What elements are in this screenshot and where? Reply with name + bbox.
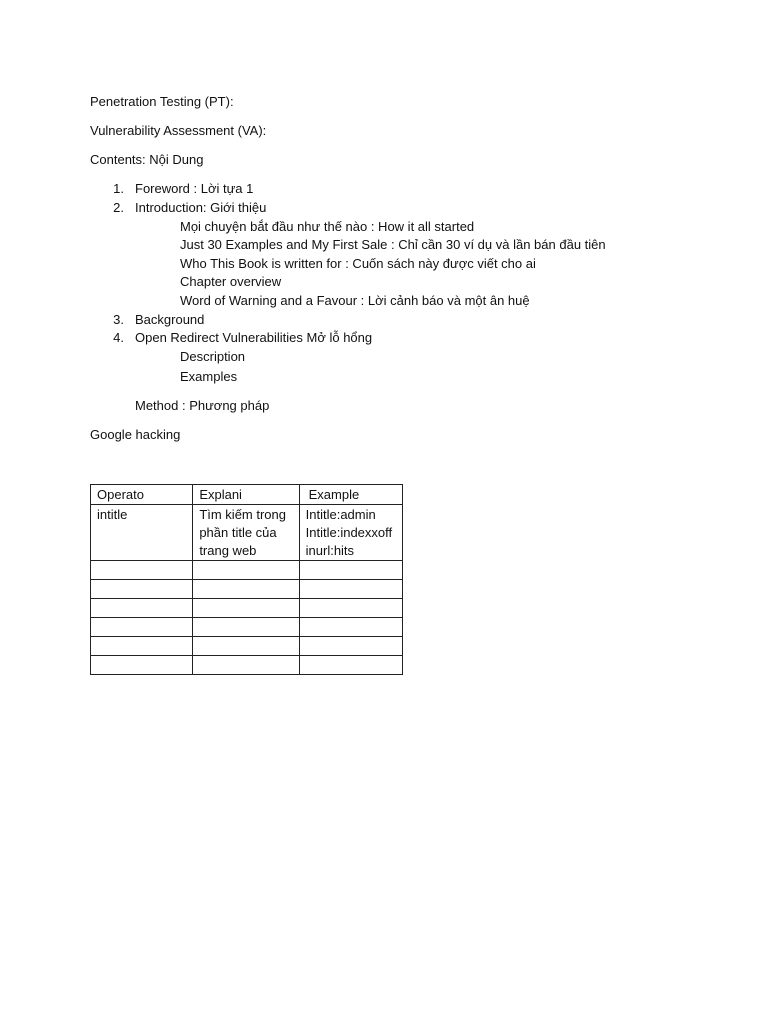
method-label: Method : Phương pháp <box>135 398 270 413</box>
sub-item: Mọi chuyện bắt đầu như thế nào : How it all started <box>180 219 475 234</box>
table-cell <box>299 656 402 675</box>
table-row-empty <box>91 618 403 637</box>
table-cell <box>193 618 299 637</box>
google-hacking-heading: Google hacking <box>90 427 181 442</box>
cell-line: Intitle:indexxoff <box>305 525 393 540</box>
table-header-text: Example <box>308 487 360 502</box>
sub-item: Chapter overview <box>180 274 282 289</box>
table-cell <box>91 599 193 618</box>
table-row <box>91 505 403 561</box>
list-number: 2. <box>113 200 124 215</box>
table-row-empty <box>91 561 403 580</box>
table-row-empty <box>91 580 403 599</box>
list-number: 1. <box>113 181 124 196</box>
table-cell <box>299 505 402 561</box>
table-cell <box>91 637 193 656</box>
sub-item: Just 30 Examples and My First Sale : Chỉ cần 30 ví dụ và lần bán đầu tiên <box>180 237 606 252</box>
table-row-empty <box>91 656 403 675</box>
list-item-foreword: Foreword : Lời tựa 1 <box>135 181 254 196</box>
table-cell <box>193 505 299 561</box>
table-header-cell: Explani <box>193 485 299 505</box>
table-cell <box>91 618 193 637</box>
table-header-cell <box>299 485 402 505</box>
sub-item: Description <box>180 349 246 364</box>
list-item-open-redirect: Open Redirect Vulnerabilities Mở lỗ hổng <box>135 330 373 345</box>
table-cell <box>299 580 402 599</box>
table-cell <box>91 580 193 599</box>
table-cell <box>193 656 299 675</box>
cell-line: inurl:hits <box>305 543 355 558</box>
table-cell <box>193 580 299 599</box>
list-number: 3. <box>113 312 124 327</box>
table-cell <box>91 561 193 580</box>
heading-vulnerability-assessment: Vulnerability Assessment (VA): <box>90 123 267 138</box>
table-cell <box>299 599 402 618</box>
operators-table <box>90 484 403 675</box>
table-cell <box>193 561 299 580</box>
cell-line: Tìm kiếm trong <box>199 507 286 522</box>
table-cell <box>299 561 402 580</box>
table-cell <box>299 637 402 656</box>
sub-item: Who This Book is written for : Cuốn sách này được viết cho ai <box>180 256 536 271</box>
table-row-empty <box>91 637 403 656</box>
table-cell <box>193 637 299 656</box>
sub-item: Word of Warning and a Favour : Lời cảnh báo và một ân huệ <box>180 293 530 308</box>
heading-penetration-testing: Penetration Testing (PT): <box>90 94 234 109</box>
contents-heading: Contents: Nội Dung <box>90 152 204 167</box>
table-cell <box>193 599 299 618</box>
table-header-row <box>91 485 403 505</box>
list-item-background: Background <box>135 312 205 327</box>
table-cell: intitle <box>91 505 193 561</box>
table-row-empty <box>91 599 403 618</box>
table-cell <box>299 618 402 637</box>
cell-line: Intitle:admin <box>305 507 376 522</box>
cell-line: trang web <box>199 543 257 558</box>
table-cell <box>91 656 193 675</box>
sub-item: Examples <box>180 369 238 384</box>
table-header-cell: Operato <box>91 485 193 505</box>
list-item-introduction: Introduction: Giới thiệu <box>135 200 267 215</box>
list-number: 4. <box>113 330 124 345</box>
cell-line: phần title của <box>199 525 277 540</box>
